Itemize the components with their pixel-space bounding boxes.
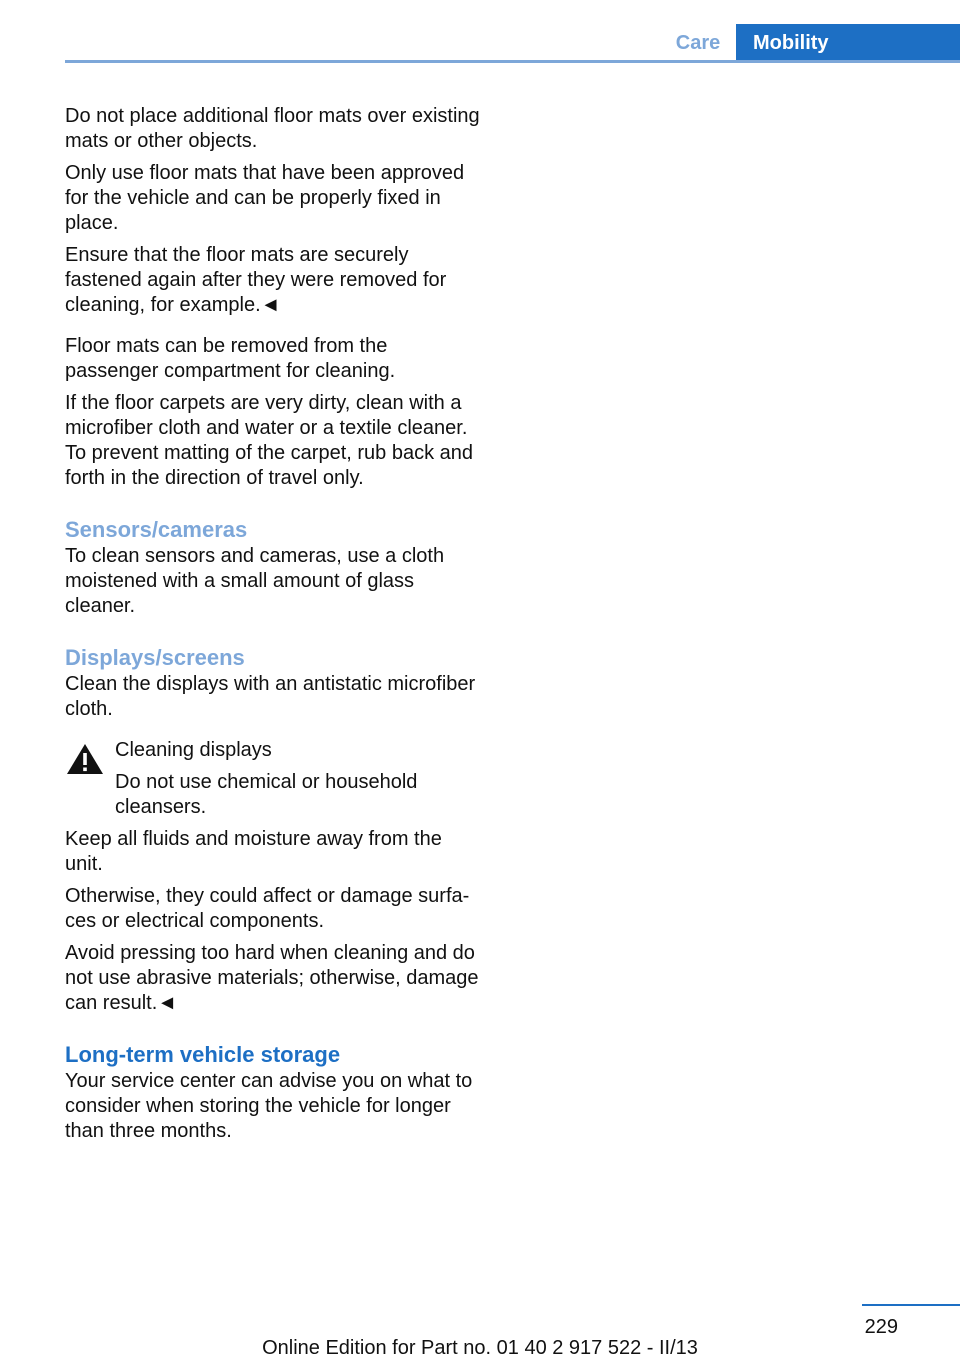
paragraph: Only use floor mats that have been approved for the vehicle and can be properly fixed in place. (65, 162, 465, 234)
section-displays (65, 644, 485, 1016)
section-storage (65, 1041, 485, 1144)
main-column (65, 104, 485, 1151)
paragraph: Do not place additional floor mats over existing mats or other objects. (65, 105, 480, 152)
warning-block (65, 738, 485, 820)
footer-edition: Online Edition for Part no. 01 40 2 917 522 - II/13 (262, 1337, 698, 1359)
tab-mobility[interactable]: Mobility (736, 24, 960, 62)
paragraph: Otherwise, they could affect or damage surfaces or electrical components. (65, 885, 470, 932)
section-heading: Displays/screens (65, 645, 245, 670)
section-heading: Long-term vehicle storage (65, 1042, 341, 1067)
warning-title: Cleaning displays (115, 739, 272, 761)
paragraph: To clean sensors and cameras, use a cloth moistened with a small amount of glass cleaner. (65, 545, 445, 617)
warning-triangle-icon (65, 742, 105, 776)
paragraph: Your service center can advise you on what to consider when storing the vehicle for longer than three months. (65, 1070, 473, 1142)
section-heading: Sensors/cameras (65, 517, 248, 542)
paragraph: If the floor carpets are very dirty, clean with a microfiber cloth and water or a textile cleaner. To prevent matting of the carpet, rub back and forth in the direction of travel only. (65, 392, 474, 489)
tab-care[interactable]: Care (660, 24, 736, 62)
paragraph: Ensure that the floor mats are securely fastened again after they were removed for cleaning, for example.◄ (65, 244, 447, 316)
warning-text: Do not use chemical or household cleansers. (115, 771, 418, 818)
paragraph: Keep all fluids and moisture away from the unit. (65, 828, 442, 875)
paragraph: Clean the displays with an antistatic microfiber cloth. (65, 673, 476, 720)
page-number-rule (862, 1304, 960, 1306)
paragraph: Floor mats can be removed from the passenger compartment for cleaning. (65, 335, 396, 382)
section-sensors (65, 516, 485, 619)
page-number: 229 (864, 1316, 898, 1338)
paragraph: Avoid pressing too hard when cleaning and do not use abrasive materials; otherwise, damage can result.◄ (65, 942, 479, 1014)
header-divider (65, 60, 960, 63)
